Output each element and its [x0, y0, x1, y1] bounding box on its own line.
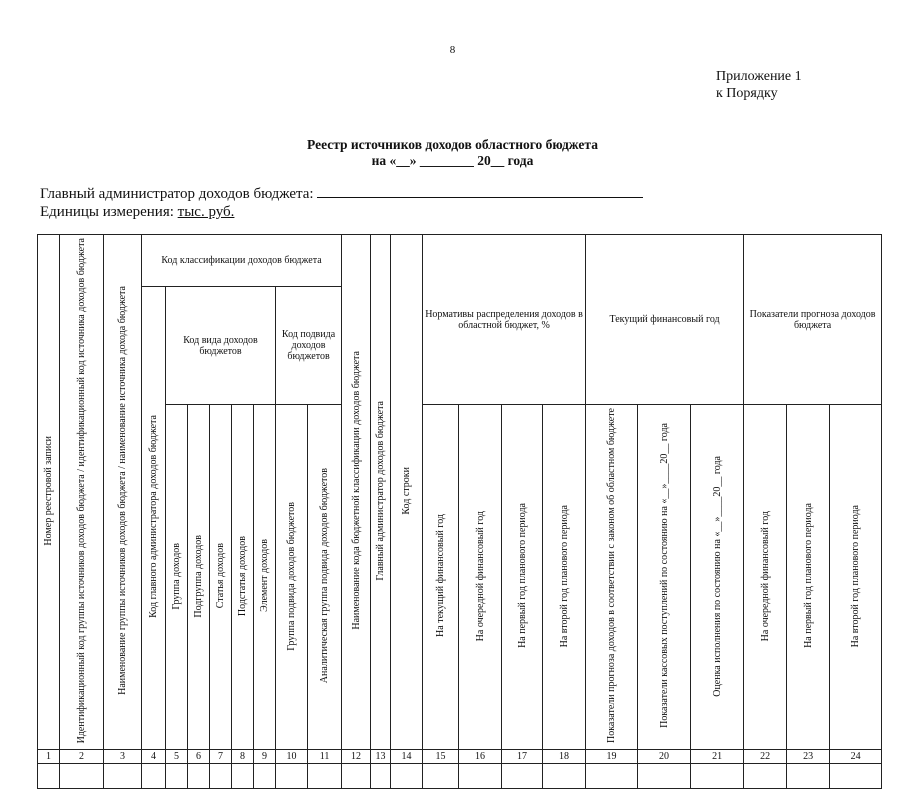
col-number: 20: [638, 750, 691, 764]
col-header-4: Код главного администратора доходов бюджета: [142, 287, 166, 750]
title-line-2: на «__» ________ 20__ года: [371, 153, 534, 168]
col-number: 13: [371, 750, 391, 764]
col-header-9: Элемент доходов: [254, 405, 276, 750]
empty-cell: [423, 764, 459, 789]
col-number: 6: [188, 750, 210, 764]
units-value: тыс. руб.: [177, 204, 235, 220]
empty-cell: [787, 764, 830, 789]
col-number: 11: [308, 750, 342, 764]
col-header-2: Идентификационный код группы источников доходов бюджета / идентификационный код источника доходов бюджета: [60, 235, 104, 750]
group-header-current-year: Текущий финансовый год: [586, 235, 744, 405]
units-row: [40, 203, 643, 221]
col-number: 18: [543, 750, 586, 764]
col-number: 1: [38, 750, 60, 764]
col-number: 19: [586, 750, 638, 764]
col-header-12: Наименование кода бюджетной классификации доходов бюджета: [342, 235, 371, 750]
group-header-norms: Нормативы распределения доходов в областной бюджет, %: [423, 235, 586, 405]
col-header-20: Показатели кассовых поступлений по состоянию на «__»____20__ года: [638, 405, 691, 750]
empty-cell: [586, 764, 638, 789]
empty-cell: [38, 764, 60, 789]
col-header-15: На текущий финансовый год: [423, 405, 459, 750]
empty-cell: [342, 764, 371, 789]
document-info: [40, 184, 643, 221]
document-title: [0, 137, 905, 169]
col-number: 24: [830, 750, 882, 764]
col-number: 10: [276, 750, 308, 764]
col-header-19: Показатели прогноза доходов в соответствии с законом об областном бюджете: [586, 405, 638, 750]
col-header-13: Главный администратор доходов бюджета: [371, 235, 391, 750]
col-header-5: Группа доходов: [166, 405, 188, 750]
col-header-11: Аналитическая группа подвида доходов бюджетов: [308, 405, 342, 750]
col-header-7: Статья доходов: [210, 405, 232, 750]
empty-cell: [210, 764, 232, 789]
registry-table: [37, 234, 882, 789]
col-number: 2: [60, 750, 104, 764]
col-header-10: Группа подвида доходов бюджетов: [276, 405, 308, 750]
page-number: 8: [449, 44, 456, 56]
empty-cell: [276, 764, 308, 789]
empty-cell: [744, 764, 787, 789]
units-label: Единицы измерения:: [40, 204, 174, 220]
col-header-14: Код строки: [391, 235, 423, 750]
admin-row: [40, 184, 643, 203]
empty-cell: [691, 764, 744, 789]
col-number: 7: [210, 750, 232, 764]
col-number: 17: [502, 750, 543, 764]
empty-cell: [638, 764, 691, 789]
col-header-8: Подстатья доходов: [232, 405, 254, 750]
empty-cell: [232, 764, 254, 789]
appendix-note: [716, 68, 802, 102]
empty-cell: [254, 764, 276, 789]
empty-cell: [830, 764, 882, 789]
col-header-22: На очередной финансовый год: [744, 405, 787, 750]
empty-cell: [166, 764, 188, 789]
empty-cell: [60, 764, 104, 789]
col-header-17: На первый год планового периода: [502, 405, 543, 750]
col-number: 22: [744, 750, 787, 764]
empty-cell: [502, 764, 543, 789]
empty-cell: [543, 764, 586, 789]
admin-blank-line: [317, 184, 643, 198]
col-number: 3: [104, 750, 142, 764]
col-number: 5: [166, 750, 188, 764]
empty-cell: [371, 764, 391, 789]
col-number: 9: [254, 750, 276, 764]
column-number-row: [38, 750, 882, 764]
title-line-1: Реестр источников доходов областного бюджета: [307, 137, 598, 152]
col-header-16: На очередной финансовый год: [459, 405, 502, 750]
col-number: 16: [459, 750, 502, 764]
col-header-24: На второй год планового периода: [830, 405, 882, 750]
col-number: 15: [423, 750, 459, 764]
empty-cell: [308, 764, 342, 789]
col-header-23: На первый год планового периода: [787, 405, 830, 750]
group-header-forecast: Показатели прогноза доходов бюджета: [744, 235, 882, 405]
group-header-subkind: Код подвида доходов бюджетов: [276, 287, 342, 405]
empty-cell: [142, 764, 166, 789]
col-header-21: Оценка исполнения по состоянию на «__»____20__ года: [691, 405, 744, 750]
col-header-1: Номер реестровой записи: [38, 235, 60, 750]
appendix-line-1: Приложение 1: [716, 69, 802, 84]
empty-cell: [459, 764, 502, 789]
col-number: 14: [391, 750, 423, 764]
col-number: 12: [342, 750, 371, 764]
col-header-6: Подгруппа доходов: [188, 405, 210, 750]
appendix-line-2: к Порядку: [716, 86, 778, 101]
empty-cell: [104, 764, 142, 789]
col-number: 4: [142, 750, 166, 764]
col-number: 21: [691, 750, 744, 764]
col-number: 8: [232, 750, 254, 764]
group-header-classification: Код классификации доходов бюджета: [142, 235, 342, 287]
col-number: 23: [787, 750, 830, 764]
group-header-kind: Код вида доходов бюджетов: [166, 287, 276, 405]
col-header-18: На второй год планового периода: [543, 405, 586, 750]
empty-data-row: [38, 764, 882, 789]
col-header-3: Наименование группы источников доходов бюджета / наименование источника дохода бюджета: [104, 235, 142, 750]
admin-label: Главный администратор доходов бюджета:: [40, 186, 314, 202]
empty-cell: [391, 764, 423, 789]
empty-cell: [188, 764, 210, 789]
